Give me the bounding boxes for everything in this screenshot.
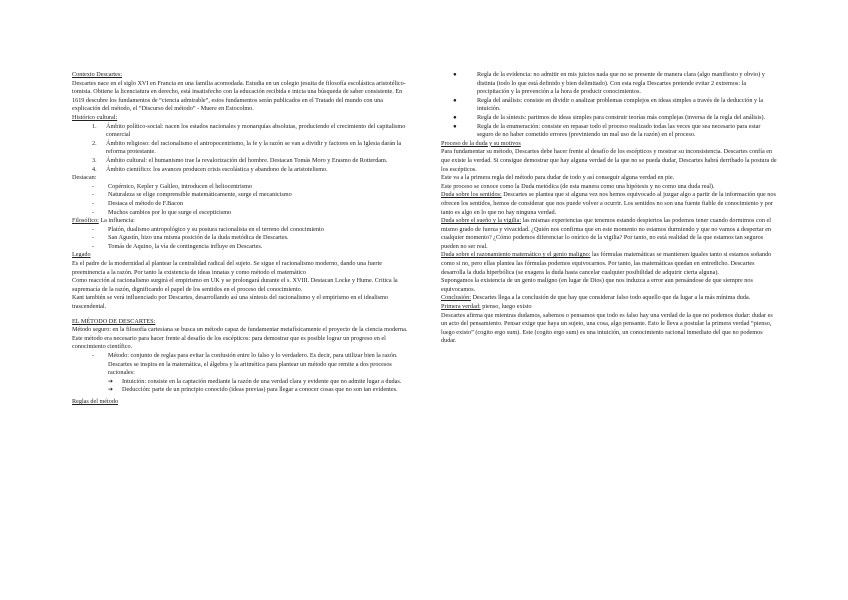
list-item: ➔ Intuición: consiste en la captación mediante la razón de una verdad clara y evidente que no admite lugar a dudas. (108, 377, 402, 385)
list-item: 3. Ámbito cultural: el humanismo trae la revalorización del hombre. Destacan Tomás Moro y Erasmo de Rotterdam. (92, 156, 388, 164)
primera-verdad-paragraph: Descartes afirma que mientras dudamos, sabemos o pensamos que todo es falso hay una verdad de la que no podemos dudar: dudar es un acto del pensamiento. Pensar exige que haya un sujeto, una cosa, algo pensante. Esto le lleva a postular la primera verdad “pienso, luego existo” (cogito ergo sum). Este (cogito ergo sum) es una intuición, un conocimiento racional inmediato del que no podemos dudar. (441, 311, 773, 345)
proceso-paragraph-3: Este proceso se conoce como la Duda metódica (de esta manera como una hipótesis y no como una duda real). (441, 182, 715, 190)
proceso-paragraph-1: Para fundamentar su método, Descartes debe hacer frente al desafío de los escépticos y mostrar su inconsistencia. Descartes confía en que existe la verdad. Si consigue demostrar que hay alguna verdad de la que no se pueda dudar, Descartes habrá derribado la postura de los escépticos. (441, 148, 777, 173)
supongamos-paragraph: Supongamos la existencia de un genio maligno (en lugar de Dios) que nos induzca a error aun pensándose de que siempre nos equivocamos. (441, 277, 753, 293)
metodo-heading: EL MÉTODO DE DESCARTES: (72, 317, 156, 325)
metodo-intro: Método seguro: en la filosofía cartesiana se busca un método capaz de fundamentar metafísicamente el proyecto de la ciencia moderna. Este método era necesario para hacer frente al desafío de los escépticos: para demostrar que es posible lograr un progreso en el conocimiento científico. (72, 326, 408, 351)
list-item: - Naturaleza se elige comprensible matemáticamente, surge el mecanicismo (92, 191, 292, 199)
bullet-icon: ● (453, 96, 457, 104)
proceso-paragraph-2: Este va a la primera regla del método para dudar de todo y así conseguir alguna verdad en pie. (441, 174, 675, 182)
metodo-definition: - Método: conjunto de reglas para evitar la confusión entre lo falso y lo verdadero. Es decir, para utilizar bien la razón. Descartes se inspira en la matemática, el álgebra y la aritmética para plantear un método que remite a dos procesos racionales: (92, 352, 398, 377)
destacan-heading: Destacan: (72, 174, 97, 182)
destacan-list (72, 183, 408, 217)
bullet-icon: ● (453, 122, 457, 130)
duda-sentidos: Duda sobre los sentidos: Descartes se plantea que si alguna vez nos hemos equivocado al juzgar algo a partir de la información que nos ofrecen los sentidos, hemos de considerar que nos puede volver a ocurrir. Los sentidos no son una fuente fiable de conocimiento y por tanto es algo en lo que no hay ninguna verdad. (441, 191, 776, 216)
proceso-heading: Proceso de la duda y su motivos (441, 139, 521, 147)
right-column (441, 71, 777, 346)
left-column (72, 71, 408, 407)
primera-verdad-heading: Primera verdad: pienso, luego existo (441, 303, 532, 311)
duda-sueno: Duda sobre el sueño y la vigilia: las mismas experiencias que tenemos estando despiertos las podemos tener cuando dormimos con el mismo grado de fuerza y vivacidad. ¿Quién nos confirma que en este momento no estamos durmiendo y que no vamos a despertar en cualquier momento? ¿Cómo podemos diferenciar lo onírico de la vigilia? Por tanto, no está realidad de la que estamos tan seguros pueden no ser real. (441, 217, 772, 250)
legado-paragraph-1: Es el padre de la modernidad al plantear la centralidad radical del sujeto. Se sigue el racionalismo moderno, dando una fuerte preeminencia a la razón. Por tanto la existencia de ideas innatas y como método el matemático (72, 260, 382, 276)
list-item: ● Regla del análisis: consiste en dividir o analizar problemas complejos en ideas simples a través de la deducción y la intuición. (453, 96, 764, 113)
conclusion-paragraph: Conclusión: Descartes llega a la conclusión de que hay que considerar falso todo aquello que da lugar a la más mínima duda. (441, 294, 751, 302)
duda-genio: Duda sobre el razonamiento matemático y el genio maligno: las fórmulas matemáticas se mantienen iguales tanto si estamos soñando como si no, pero ellas plantea las fórmulas podemos equivocarnos. Por tanto, las matemáticas quedan en entredicho. Descartes desarrolla la duda hiperbólica (se exagera la duda hasta cancelar cualquier posibilidad de adquirir cierta alguna). (441, 251, 772, 276)
bullet-icon: ● (453, 113, 457, 121)
list-item: - Tomás de Aquino, la vía de contingencia influye en Descartes. (92, 242, 263, 250)
contexto-paragraph: Descartes nace en el siglo XVI en Francia en una familia acomodada. Estudia en un colegio jesuita de filosofía escolástica aristotélico-tomista. Obtiene la licenciatura en derecho, está insatisfecho con la educación recibida e inicia una búsqueda de saber consistente. En 1619 descubre los fundamentos de “ciencia admirable”, estos fundamentos serán publicados en el Tratado del mundo con una explicación del método, el “Discurso del método” - Muere en Estocolmo. (72, 79, 406, 113)
contexto-heading: Contexto Descartes: (72, 71, 123, 78)
reglas-list (441, 71, 777, 140)
filosofico-heading: Filosófico: La influencia: (72, 217, 135, 225)
historico-heading: Histórico cultural: (72, 113, 118, 121)
list-item: 2. Ámbito religioso: del racionalismo el antropocentrismo, la fe y la razón se van a dividir y factores en la Iglesia darán la reforma protestante. (92, 139, 402, 156)
list-item: ➔ Deducción: parte de un principio conocido (ideas previas) para llegar a conocer cosas que no son tan evidentes. (108, 386, 398, 394)
bullet-icon: ● (453, 71, 457, 78)
metodo-processes (72, 378, 408, 395)
arrow-icon: ➔ (108, 386, 114, 394)
historico-list (72, 123, 408, 175)
reglas-heading: Reglas del método (72, 397, 119, 405)
list-item: - Muchos cambios por lo que surge el escepticismo (92, 208, 232, 216)
list-item: 1. Ámbito político-social: nacen los estados nacionales y monarquías absolutas, produciendo el crecimiento del capitalismo comercial (92, 122, 406, 139)
legado-paragraph-3: Kant también se verá influenciado por Descartes, desarrollando así una síntesis del racionalismo y el empirismo en el idealismo trascendental. (72, 294, 388, 311)
list-item: - San Agustín, hizo una misma posición de la duda metódica de Descartes. (92, 234, 289, 242)
legado-paragraph-2: Como reacción al racionalismo surgirá el empirismo en UK y se prolongará durante el s. XVIII. Destacan Locke y Hume. Critica la supremacía de la razón, dignificando el papel de los sentidos en el proceso del conocimiento. (72, 277, 398, 293)
filosofico-list (72, 226, 408, 252)
list-item: - Destaca el método de F.Bacon (92, 199, 183, 207)
list-item: 4. Ámbito científico: los avances producen crisis escolástica y abandono de la aristotelismo. (92, 165, 328, 173)
list-item: ● Regla de la evidencia: no admitir en mis juicios nada que no se presente de manera clara (algo manifiesto y obvio) y distinta (todo lo que está definido y bien delimitado). Con esta regla Descartes pretende evitar 2 extremos: la precipitación y la prevención a la hora de producir conocimientos. (453, 71, 765, 96)
list-item: - Platón, dualismo antropológico y su postura racionalista en el terreno del conocimiento (92, 225, 324, 233)
list-item: ● Regla de la enumeración: consiste en repasar todo el proceso realizado todas las veces que sea necesario para estar seguro de no haber cometido errores (previniendo un mal uso de la razón) en el proceso. (453, 122, 761, 139)
list-item: - Copérnico, Kepler y Galileo, introducen el heliocentrismo (92, 182, 252, 190)
legado-heading: Legado (72, 251, 91, 259)
list-item: ● Regla de la síntesis: partimos de ideas simples para construir teorías más complejas (inversa de la regla del análisis). (453, 113, 766, 121)
arrow-icon: ➔ (108, 377, 114, 385)
